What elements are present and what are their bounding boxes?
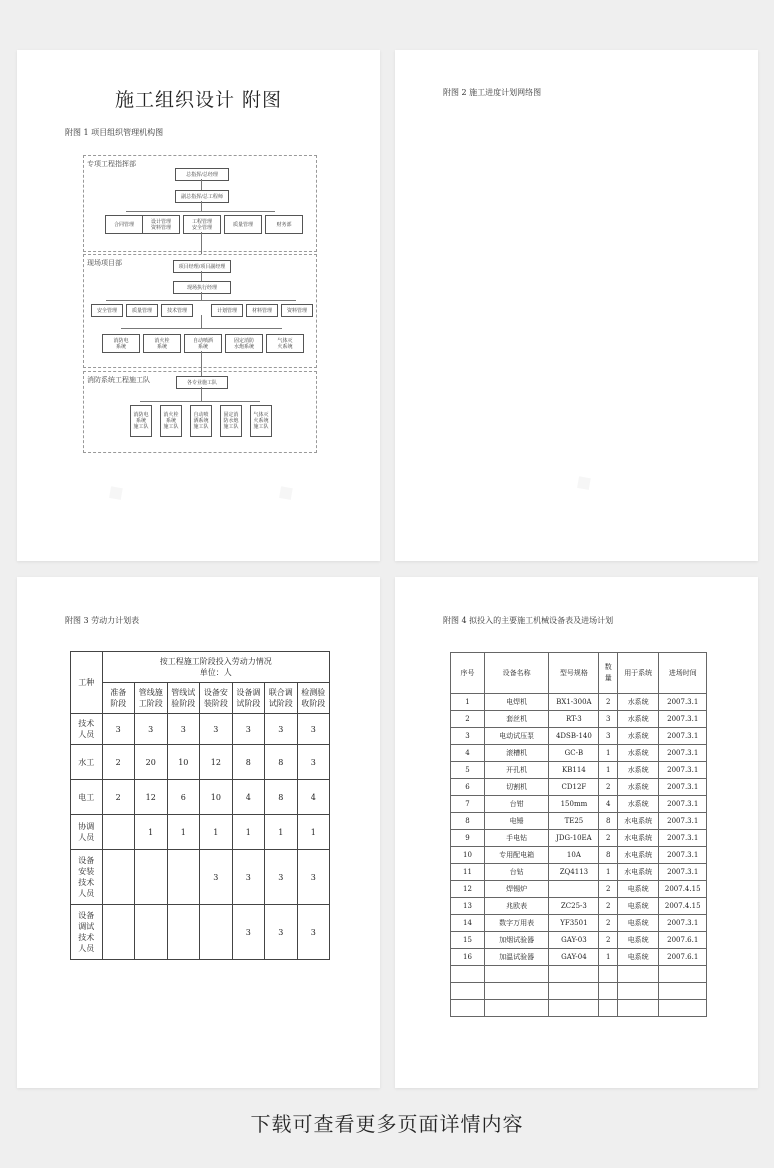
org-team-2: 自动喷 洒系统 施工队 xyxy=(190,405,212,437)
org-dept-row2-3: 计划管理 xyxy=(211,304,243,317)
equipment-cell xyxy=(659,983,707,1000)
org-system-4: 气体灭 火系统 xyxy=(266,334,304,353)
equipment-cell: BX1-300A xyxy=(549,694,599,711)
equipment-cell: 2 xyxy=(599,898,618,915)
equipment-row xyxy=(451,881,707,898)
equipment-cell: GAY-04 xyxy=(549,949,599,966)
org-system-0: 消防电 系统 xyxy=(102,334,140,353)
labor-row xyxy=(71,850,330,905)
equipment-cell: 150mm xyxy=(549,796,599,813)
equipment-cell: 16 xyxy=(451,949,485,966)
labor-cell: 2 xyxy=(102,745,134,780)
equipment-cell: ZC25-3 xyxy=(549,898,599,915)
equipment-row xyxy=(451,728,707,745)
labor-phase-header: 准备 阶段 xyxy=(102,683,134,714)
equipment-row xyxy=(451,847,707,864)
equipment-cell xyxy=(484,983,548,1000)
labor-cell: 3 xyxy=(200,850,233,905)
org-group-fire-team-label: 消防系统工程施工队 xyxy=(87,376,150,384)
equipment-header: 数 量 xyxy=(599,653,618,694)
labor-cell xyxy=(167,905,200,960)
labor-trade-name: 技术 人员 xyxy=(71,714,103,745)
equipment-cell: GAY-03 xyxy=(549,932,599,949)
equipment-cell: 水系统 xyxy=(617,728,658,745)
labor-cell: 12 xyxy=(134,780,167,815)
equipment-cell: YF3501 xyxy=(549,915,599,932)
equipment-cell: 14 xyxy=(451,915,485,932)
labor-header-main xyxy=(102,652,330,683)
equipment-cell: 水系统 xyxy=(617,694,658,711)
equipment-cell: 开孔机 xyxy=(484,762,548,779)
equipment-cell xyxy=(617,966,658,983)
equipment-cell: 手电钻 xyxy=(484,830,548,847)
org-dept-row1-2: 工程管理 安全管理 xyxy=(183,215,221,234)
labor-cell: 1 xyxy=(134,815,167,850)
equipment-cell xyxy=(451,966,485,983)
page-1 xyxy=(17,50,380,561)
equipment-row xyxy=(451,864,707,881)
figure-1-caption: 附图 1 项目组织管理机构图 xyxy=(65,128,164,137)
equipment-cell: 2 xyxy=(599,779,618,796)
labor-cell: 3 xyxy=(232,714,264,745)
labor-header-title: 按工程施工阶段投入劳动力情况 xyxy=(159,657,272,666)
labor-cell: 3 xyxy=(265,714,297,745)
equipment-cell xyxy=(599,983,618,1000)
equipment-cell: 2007.3.1 xyxy=(659,762,707,779)
org-group-site-department-label: 现场项目部 xyxy=(87,259,122,267)
labor-cell xyxy=(102,905,134,960)
equipment-cell: TE25 xyxy=(549,813,599,830)
equipment-cell: 2007.3.1 xyxy=(659,779,707,796)
labor-header-corner: 工种 xyxy=(71,652,103,714)
equipment-cell: 台钳 xyxy=(484,796,548,813)
labor-row xyxy=(71,815,330,850)
org-box-chief-engineer: 副总指挥/总工程师 xyxy=(175,190,229,203)
equipment-cell: 5 xyxy=(451,762,485,779)
labor-cell xyxy=(200,905,233,960)
equipment-cell: 电系统 xyxy=(617,915,658,932)
equipment-cell xyxy=(599,966,618,983)
equipment-cell: 8 xyxy=(451,813,485,830)
equipment-cell: 2007.3.1 xyxy=(659,915,707,932)
org-system-3: 固定消防 水炮系统 xyxy=(225,334,263,353)
equipment-cell: 8 xyxy=(599,813,618,830)
equipment-cell: 2007.3.1 xyxy=(659,847,707,864)
equipment-cell: 2007.3.1 xyxy=(659,694,707,711)
org-dept-row2-4: 材料管理 xyxy=(246,304,278,317)
labor-phase-header: 设备调 试阶段 xyxy=(232,683,264,714)
labor-plan-table xyxy=(70,651,330,960)
labor-cell: 2 xyxy=(102,780,134,815)
labor-cell: 6 xyxy=(167,780,200,815)
equipment-cell: 8 xyxy=(599,847,618,864)
labor-cell xyxy=(134,850,167,905)
labor-phase-header: 检测验 收阶段 xyxy=(297,683,330,714)
equipment-cell xyxy=(451,983,485,1000)
org-dept-row1-0: 合同管理 xyxy=(105,215,143,234)
equipment-cell: 10A xyxy=(549,847,599,864)
equipment-cell: 10 xyxy=(451,847,485,864)
labor-cell xyxy=(102,850,134,905)
labor-phase-header: 管线施 工阶段 xyxy=(134,683,167,714)
labor-cell: 3 xyxy=(297,905,330,960)
labor-cell: 10 xyxy=(167,745,200,780)
equipment-cell: 12 xyxy=(451,881,485,898)
equipment-cell: 水电系统 xyxy=(617,813,658,830)
equipment-cell: 2007.4.15 xyxy=(659,881,707,898)
labor-cell: 3 xyxy=(232,850,264,905)
equipment-cell: 2007.6.1 xyxy=(659,932,707,949)
org-dept-row2-2: 技术管理 xyxy=(161,304,193,317)
equipment-cell: 6 xyxy=(451,779,485,796)
equipment-row xyxy=(451,949,707,966)
labor-cell xyxy=(102,815,134,850)
equipment-cell: 7 xyxy=(451,796,485,813)
equipment-row xyxy=(451,966,707,983)
org-team-3: 固定消 防水炮 施工队 xyxy=(220,405,242,437)
labor-cell: 1 xyxy=(200,815,233,850)
equipment-cell: 3 xyxy=(599,711,618,728)
labor-cell: 4 xyxy=(232,780,264,815)
equipment-cell: 电锤 xyxy=(484,813,548,830)
equipment-cell: 专用配电箱 xyxy=(484,847,548,864)
equipment-cell: 2007.6.1 xyxy=(659,949,707,966)
org-team-4: 气体灭 火系统 施工队 xyxy=(250,405,272,437)
equipment-cell xyxy=(659,1000,707,1017)
equipment-cell: 4 xyxy=(599,796,618,813)
labor-cell: 20 xyxy=(134,745,167,780)
equipment-cell: CD12F xyxy=(549,779,599,796)
equipment-header: 型号规格 xyxy=(549,653,599,694)
equipment-cell: 电系统 xyxy=(617,949,658,966)
labor-row xyxy=(71,905,330,960)
labor-cell: 3 xyxy=(232,905,264,960)
equipment-cell xyxy=(617,1000,658,1017)
equipment-cell: 2007.4.15 xyxy=(659,898,707,915)
labor-cell: 1 xyxy=(265,815,297,850)
equipment-cell: 套丝机 xyxy=(484,711,548,728)
equipment-cell: 2007.3.1 xyxy=(659,728,707,745)
equipment-row xyxy=(451,1000,707,1017)
labor-cell: 3 xyxy=(134,714,167,745)
equipment-cell: 数字万用表 xyxy=(484,915,548,932)
equipment-row xyxy=(451,762,707,779)
equipment-cell xyxy=(451,1000,485,1017)
equipment-cell xyxy=(549,881,599,898)
equipment-header: 序号 xyxy=(451,653,485,694)
equipment-row xyxy=(451,779,707,796)
labor-cell: 8 xyxy=(265,780,297,815)
labor-header-unit: 单位：人 xyxy=(199,668,232,677)
equipment-cell xyxy=(617,983,658,1000)
labor-cell: 1 xyxy=(297,815,330,850)
equipment-cell: 切割机 xyxy=(484,779,548,796)
equipment-cell: 1 xyxy=(599,762,618,779)
equipment-cell xyxy=(549,983,599,1000)
labor-row xyxy=(71,714,330,745)
labor-cell: 4 xyxy=(297,780,330,815)
labor-trade-name: 水工 xyxy=(71,745,103,780)
page-4 xyxy=(395,577,758,1088)
equipment-cell: 2 xyxy=(451,711,485,728)
equipment-cell: 滚槽机 xyxy=(484,745,548,762)
equipment-cell: 兆欧表 xyxy=(484,898,548,915)
equipment-cell: 13 xyxy=(451,898,485,915)
labor-cell: 3 xyxy=(297,850,330,905)
labor-row xyxy=(71,780,330,815)
labor-cell xyxy=(167,850,200,905)
equipment-cell: 电系统 xyxy=(617,898,658,915)
equipment-cell: KB114 xyxy=(549,762,599,779)
equipment-cell: 3 xyxy=(599,728,618,745)
equipment-cell: 电焊机 xyxy=(484,694,548,711)
equipment-cell: 2007.3.1 xyxy=(659,745,707,762)
labor-phase-header: 设备安 装阶段 xyxy=(200,683,233,714)
org-box-project-manager: 项目经理/项目副经理 xyxy=(173,260,231,273)
labor-cell: 10 xyxy=(200,780,233,815)
equipment-cell: 1 xyxy=(599,745,618,762)
equipment-row xyxy=(451,745,707,762)
equipment-cell: 电系统 xyxy=(617,932,658,949)
equipment-cell: 2007.3.1 xyxy=(659,711,707,728)
equipment-row xyxy=(451,813,707,830)
org-dept-row1-3: 质量管理 xyxy=(224,215,262,234)
equipment-row xyxy=(451,983,707,1000)
org-box-team-head: 各专业施工队 xyxy=(176,376,228,389)
equipment-cell xyxy=(484,966,548,983)
equipment-cell: JDG-10EA xyxy=(549,830,599,847)
equipment-row xyxy=(451,915,707,932)
equipment-cell xyxy=(549,1000,599,1017)
equipment-cell: 水电系统 xyxy=(617,864,658,881)
equipment-cell: 2007.3.1 xyxy=(659,830,707,847)
labor-phase-header: 管线试 验阶段 xyxy=(167,683,200,714)
labor-cell: 3 xyxy=(297,745,330,780)
document-title: 施工组织设计 附图 xyxy=(114,89,283,111)
page-2 xyxy=(395,50,758,561)
equipment-cell: 4DSB-140 xyxy=(549,728,599,745)
labor-trade-name: 电工 xyxy=(71,780,103,815)
equipment-cell: 9 xyxy=(451,830,485,847)
equipment-cell: 水系统 xyxy=(617,762,658,779)
labor-cell: 3 xyxy=(265,905,297,960)
page-3 xyxy=(17,577,380,1088)
equipment-row xyxy=(451,830,707,847)
labor-cell: 8 xyxy=(232,745,264,780)
equipment-row xyxy=(451,694,707,711)
labor-cell xyxy=(134,905,167,960)
equipment-cell: 电系统 xyxy=(617,881,658,898)
org-dept-row1-1: 设计管理 资料管理 xyxy=(142,215,180,234)
labor-cell: 3 xyxy=(265,850,297,905)
org-team-0: 消防电 系统 施工队 xyxy=(130,405,152,437)
labor-cell: 12 xyxy=(200,745,233,780)
equipment-cell: 2 xyxy=(599,932,618,949)
labor-trade-name: 设备 调试 技术 人员 xyxy=(71,905,103,960)
equipment-cell xyxy=(599,1000,618,1017)
equipment-cell: 1 xyxy=(451,694,485,711)
download-hint: 下载可查看更多页面详情内容 xyxy=(250,1112,524,1136)
equipment-header: 用于系统 xyxy=(617,653,658,694)
equipment-cell: 电动试压泵 xyxy=(484,728,548,745)
equipment-table xyxy=(450,652,707,1017)
equipment-cell: 水系统 xyxy=(617,796,658,813)
equipment-cell: 1 xyxy=(599,949,618,966)
figure-4-caption: 附图 4 拟投入的主要施工机械设备表及进场计划 xyxy=(443,616,614,625)
equipment-cell: 4 xyxy=(451,745,485,762)
labor-trade-name: 协调 人员 xyxy=(71,815,103,850)
equipment-cell: GC-B xyxy=(549,745,599,762)
equipment-row xyxy=(451,711,707,728)
equipment-row xyxy=(451,898,707,915)
equipment-row xyxy=(451,932,707,949)
labor-cell: 3 xyxy=(297,714,330,745)
equipment-cell: 水系统 xyxy=(617,745,658,762)
labor-cell: 3 xyxy=(102,714,134,745)
equipment-cell: 焊锡炉 xyxy=(484,881,548,898)
figure-2-caption: 附图 2 施工进度计划网络图 xyxy=(443,88,542,97)
equipment-cell: 水电系统 xyxy=(617,847,658,864)
labor-cell: 8 xyxy=(265,745,297,780)
org-system-1: 消火栓 系统 xyxy=(143,334,181,353)
equipment-cell: 2007.3.1 xyxy=(659,864,707,881)
equipment-cell: 水系统 xyxy=(617,711,658,728)
equipment-cell: 加烟试验器 xyxy=(484,932,548,949)
figure-3-caption: 附图 3 劳动力计划表 xyxy=(65,616,140,625)
equipment-cell xyxy=(484,1000,548,1017)
org-dept-row2-0: 安全管理 xyxy=(91,304,123,317)
labor-cell: 1 xyxy=(167,815,200,850)
org-box-general-manager: 总指挥/总经理 xyxy=(175,168,229,181)
org-system-2: 自动喷洒 系统 xyxy=(184,334,222,353)
equipment-cell: 2007.3.1 xyxy=(659,813,707,830)
equipment-cell xyxy=(549,966,599,983)
org-dept-row2-5: 资料管理 xyxy=(281,304,313,317)
org-box-site-manager: 现场执行经理 xyxy=(173,281,231,294)
equipment-header: 进场时间 xyxy=(659,653,707,694)
org-dept-row1-4: 财务部 xyxy=(265,215,303,234)
org-dept-row2-1: 质量管理 xyxy=(126,304,158,317)
labor-cell: 3 xyxy=(200,714,233,745)
equipment-cell: 3 xyxy=(451,728,485,745)
org-group-headquarters-label: 专项工程指挥部 xyxy=(87,160,136,168)
equipment-cell: 1 xyxy=(599,864,618,881)
equipment-header: 设备名称 xyxy=(484,653,548,694)
org-team-1: 消火栓 系统 施工队 xyxy=(160,405,182,437)
equipment-cell: 11 xyxy=(451,864,485,881)
equipment-cell: RT-3 xyxy=(549,711,599,728)
equipment-cell: 2 xyxy=(599,915,618,932)
equipment-cell: 2 xyxy=(599,694,618,711)
equipment-cell xyxy=(659,966,707,983)
labor-cell: 1 xyxy=(232,815,264,850)
equipment-cell: ZQ4113 xyxy=(549,864,599,881)
equipment-cell: 加温试验器 xyxy=(484,949,548,966)
labor-phase-header: 联合调 试阶段 xyxy=(265,683,297,714)
labor-cell: 3 xyxy=(167,714,200,745)
equipment-cell: 2007.3.1 xyxy=(659,796,707,813)
labor-row xyxy=(71,745,330,780)
labor-trade-name: 设备 安装 技术 人员 xyxy=(71,850,103,905)
equipment-cell: 15 xyxy=(451,932,485,949)
equipment-cell: 水系统 xyxy=(617,779,658,796)
equipment-row xyxy=(451,796,707,813)
equipment-cell: 2 xyxy=(599,830,618,847)
equipment-cell: 台钻 xyxy=(484,864,548,881)
equipment-cell: 水电系统 xyxy=(617,830,658,847)
equipment-cell: 2 xyxy=(599,881,618,898)
